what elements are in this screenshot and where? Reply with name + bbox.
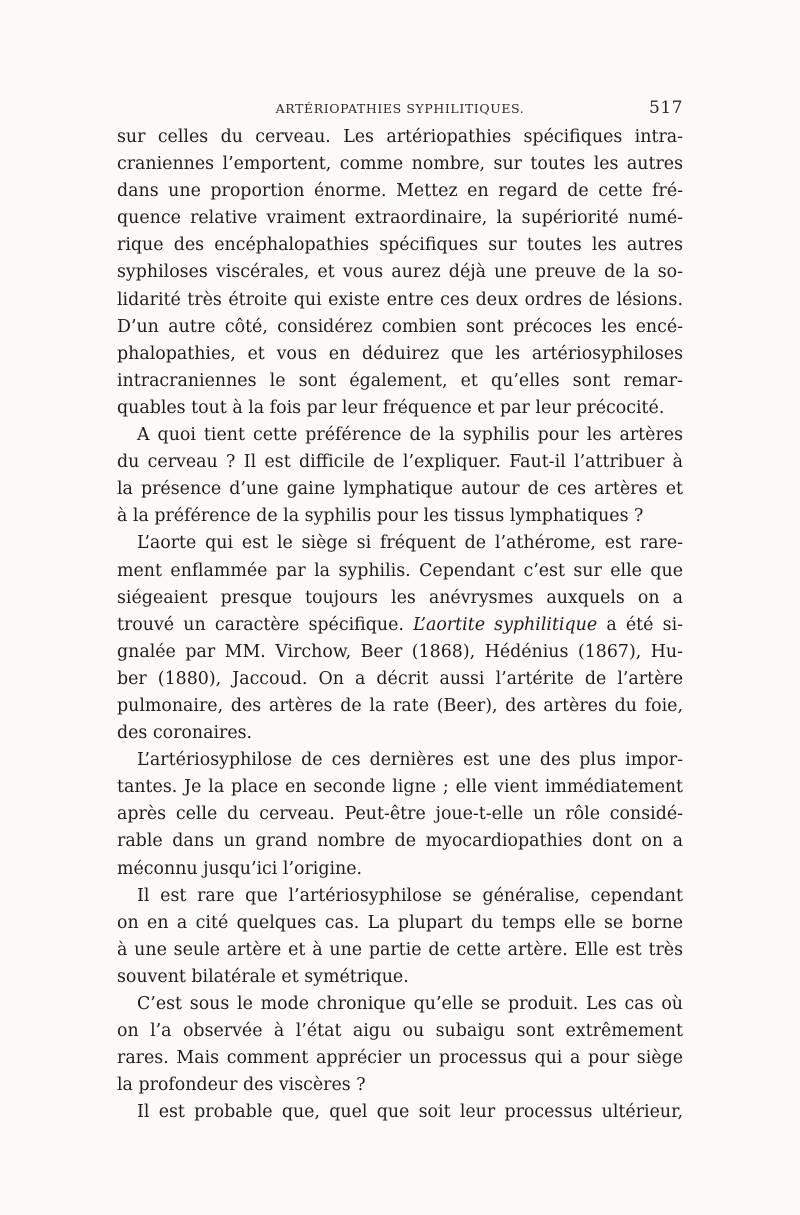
text-line: on en a cité quelques cas. La plupart du temps elle se borne xyxy=(117,912,683,933)
text-line: phalopathies, et vous en déduirez que les artériosyphiloses xyxy=(117,343,683,364)
paragraph-first-line: C’est sous le mode chronique qu’elle se produit. Les cas où xyxy=(137,994,683,1014)
text-line: quables tout à la fois par leur fréquence et par leur précocité. xyxy=(117,397,665,418)
paragraph-first-line: Il est rare que l’artériosyphilose se généralise, cependant xyxy=(137,885,683,906)
text-line: gnalée par MM. Virchow, Beer (1868), Hédénius (1867), Hu- xyxy=(117,641,683,662)
text-line: la présence d’une gaine lymphatique autour de ces artères et xyxy=(117,479,683,500)
text-line: rique des encéphalopathies spécifiques sur toutes les autres xyxy=(117,235,683,256)
text-line: à la préférence de la syphilis pour les tissus lymphatiques ? xyxy=(117,506,644,527)
text-line: sur celles du cerveau. Les artériopathies spécifiques intra- xyxy=(117,127,683,147)
text-line: à une seule artère et à une partie de cette artère. Elle est très xyxy=(117,939,683,960)
text-line: du cerveau ? Il est difficile de l’expliquer. Faut-il l’attribuer à xyxy=(117,452,683,473)
running-title: ARTÉRIOPATHIES SYPHILITIQUES. xyxy=(275,101,525,116)
text-line: syphiloses viscérales, et vous aurez déjà une preuve de la so- xyxy=(117,262,683,283)
italic-term: L’aortite syphilitique xyxy=(413,614,598,635)
line-segment: trouvé un caractère spécifique. xyxy=(117,614,414,635)
line-segment: a été si- xyxy=(597,614,683,635)
paragraph-first-line: A quoi tient cette préférence de la syphilis pour les artères xyxy=(137,425,683,446)
paragraph-first-line: L’artériosyphilose de ces dernières est une des plus impor- xyxy=(137,750,683,771)
text-line: rable dans un grand nombre de myocardiopathies dont on a xyxy=(117,831,683,852)
text-line: intracraniennes le sont également, et qu’elles sont remar- xyxy=(117,370,683,391)
text-line: pulmonaire, des artères de la rate (Beer), des artères du foie, xyxy=(117,695,683,716)
text-line-with-italic xyxy=(117,612,683,639)
text-line: après celle du cerveau. Peut-être joue-t-elle un rôle considé- xyxy=(117,804,683,825)
body-text xyxy=(117,124,683,1126)
paragraph-first-line: L’aorte qui est le siège si fréquent de l’athérome, est rare- xyxy=(137,533,683,554)
text-line: ber (1880), Jaccoud. On a décrit aussi l’artérite de l’artère xyxy=(117,668,683,689)
text-line: rares. Mais comment apprécier un processus qui a pour siège xyxy=(117,1048,683,1069)
text-line: siégeaient presque toujours les anévrysmes auxquels on a xyxy=(117,587,683,608)
text-line: D’un autre côté, considérez combien sont précoces les encé- xyxy=(117,316,683,337)
text-line: souvent bilatérale et symétrique. xyxy=(117,966,409,987)
text-line: tantes. Je la place en seconde ligne ; elle vient immédiatement xyxy=(117,777,683,798)
text-line: des coronaires. xyxy=(117,723,253,744)
text-line: quence relative vraiment extraordinaire, la supériorité numé- xyxy=(117,208,683,229)
text-line: ment enflammée par la syphilis. Cependant c’est sur elle que xyxy=(117,560,683,581)
text-line: on l’a observée à l’état aigu ou subaigu sont extrêmement xyxy=(117,1021,683,1042)
text-line: lidarité très étroite qui existe entre ces deux ordres de lésions. xyxy=(117,289,683,310)
page-number: 517 xyxy=(649,98,683,118)
text-line: la profondeur des viscères ? xyxy=(117,1075,366,1096)
text-line: dans une proportion énorme. Mettez en regard de cette fré- xyxy=(117,181,683,202)
text-line: craniennes l’emportent, comme nombre, sur toutes les autres xyxy=(117,154,683,175)
text-line: méconnu jusqu’ici l’origine. xyxy=(117,858,363,879)
paragraph-first-line: Il est probable que, quel que soit leur processus ultérieur, xyxy=(137,1102,683,1123)
running-head xyxy=(117,98,683,122)
